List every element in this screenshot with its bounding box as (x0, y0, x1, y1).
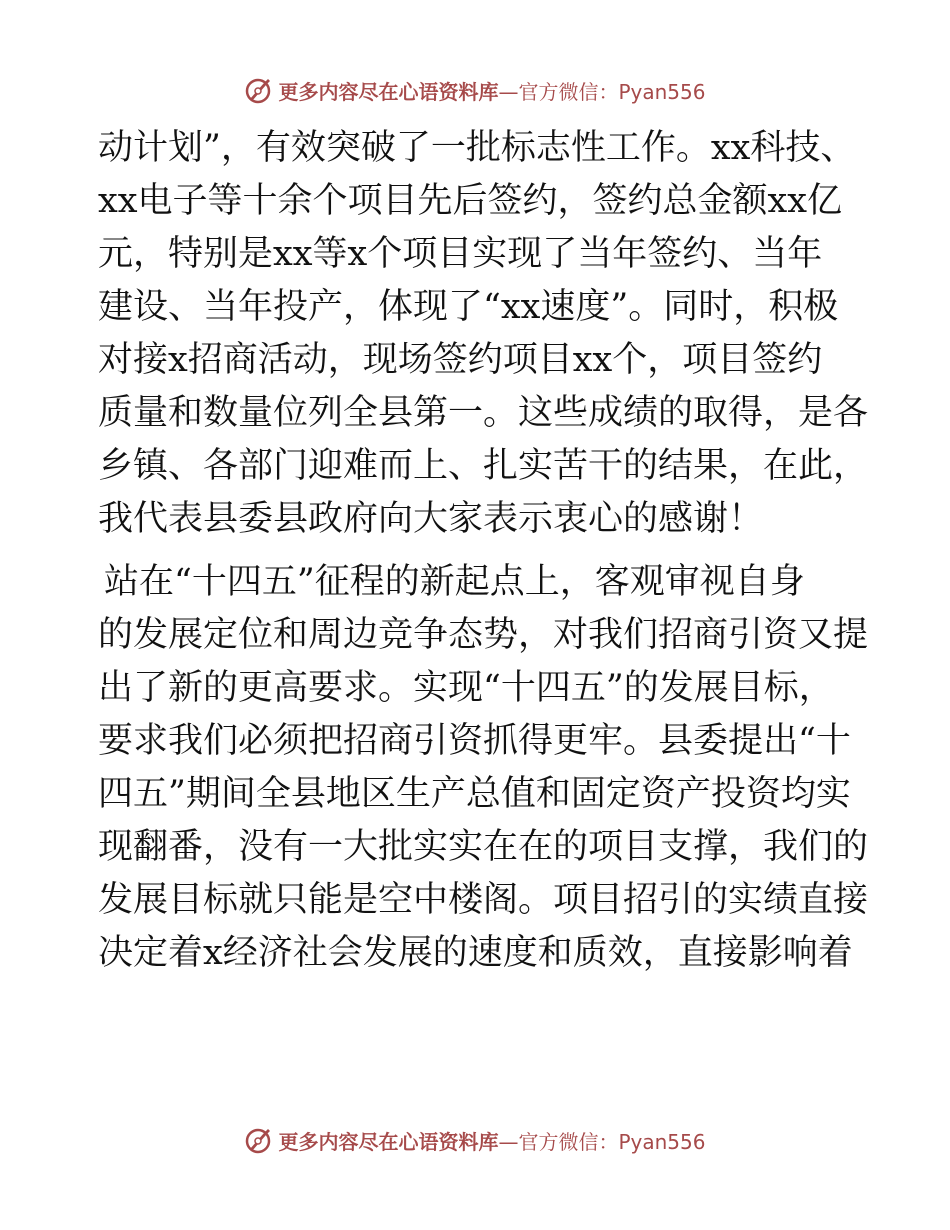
text-line: 要求我们必须把招商引资抓得更牢。县委提出“十 (98, 721, 851, 761)
text-line: 出了新的更高要求。实现“十四五”的发展目标， (98, 668, 834, 708)
document-body (98, 122, 869, 980)
pen-logo-icon (244, 75, 274, 105)
text-line: 质量和数量位列全县第一。这些成绩的取得，是各 (98, 393, 869, 433)
text-line: 四五”期间全县地区生产总值和固定资产投资均实 (98, 774, 851, 814)
text-line: 对接x招商活动，现场签约项目xx个，项目签约 (98, 340, 823, 380)
header-wechat: —官方微信：Pyan556 (498, 79, 706, 104)
footer-site-name: 更多内容尽在心语资料库 (278, 1129, 499, 1154)
text-line: 我代表县委县政府向大家表示衷心的感谢！ (98, 499, 764, 539)
text-line: xx电子等十余个项目先后签约，签约总金额xx亿 (98, 181, 842, 221)
header-banner (0, 70, 950, 110)
text-line: 建设、当年投产，体现了“xx速度”。同时，积极 (98, 287, 839, 327)
text-line: 元，特别是xx等x个项目实现了当年签约、当年 (98, 234, 823, 274)
paragraph-2 (98, 556, 869, 980)
text-line: 站在“十四五”征程的新起点上，客观审视自身 (104, 562, 805, 602)
pen-logo-icon (244, 1125, 274, 1155)
text-line: 的发展定位和周边竞争态势，对我们招商引资又提 (98, 615, 869, 655)
text-line: 现翻番，没有一大批实实在在的项目支撑，我们的 (98, 827, 869, 867)
footer-wechat: —官方微信：Pyan556 (498, 1129, 706, 1154)
text-line: 发展目标就只能是空中楼阁。项目招引的实绩直接 (98, 880, 869, 920)
text-line: 决定着x经济社会发展的速度和质效，直接影响着 (98, 933, 853, 973)
footer-banner (0, 1120, 950, 1160)
text-line: 乡镇、各部门迎难而上、扎实苦干的结果，在此， (98, 446, 869, 486)
paragraph-spacer (98, 546, 858, 556)
paragraph-1 (98, 122, 869, 546)
text-line: 动计划”，有效突破了一批标志性工作。xx科技、 (98, 128, 856, 168)
header-site-name: 更多内容尽在心语资料库 (278, 79, 499, 104)
